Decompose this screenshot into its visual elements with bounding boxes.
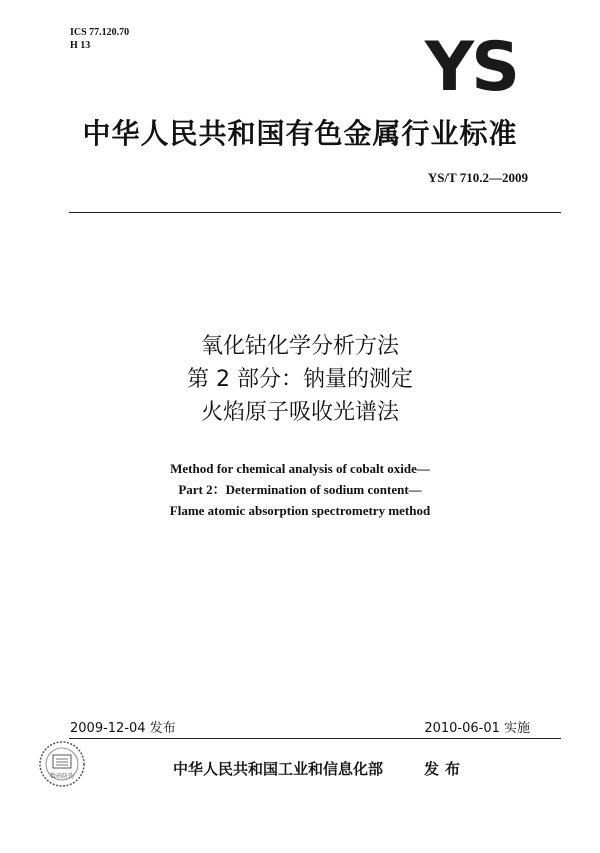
chinese-title-line-3: 火焰原子吸收光谱法	[200, 400, 399, 425]
anti-counterfeit-seal	[38, 740, 86, 788]
ccs-code: H 13	[70, 40, 91, 51]
standard-number: YS/T 710.2—2009	[427, 170, 528, 185]
organization-title: 中华人民共和国有色金属行业标准	[82, 117, 518, 150]
footer-divider	[69, 738, 561, 739]
chinese-title-line-2: 第 2 部分：钠量的测定	[187, 367, 413, 392]
publisher-name: 中华人民共和国工业和信息化部	[173, 760, 384, 778]
implementation-date: 2010-06-01 实施	[424, 721, 530, 736]
chinese-title-line-1: 氧化钴化学分析方法	[200, 334, 399, 359]
english-title	[0, 458, 600, 521]
logo-text: YS	[424, 34, 518, 96]
english-title-line-3: Flame atomic absorption spectrometry method	[169, 503, 431, 518]
seal-text: 数码防伪	[49, 773, 75, 780]
publish-label: 发布	[424, 760, 467, 778]
ics-code: ICS 77.120.70	[70, 27, 130, 38]
chinese-title	[0, 330, 600, 429]
ys-logo	[410, 34, 532, 96]
english-title-line-1: Method for chemical analysis of cobalt oxide—	[170, 461, 430, 476]
classification-codes	[70, 26, 129, 52]
issue-date: 2009-12-04 发布	[70, 721, 176, 736]
english-title-line-2: Part 2：Determination of sodium content—	[178, 482, 422, 497]
header-divider	[69, 212, 561, 213]
